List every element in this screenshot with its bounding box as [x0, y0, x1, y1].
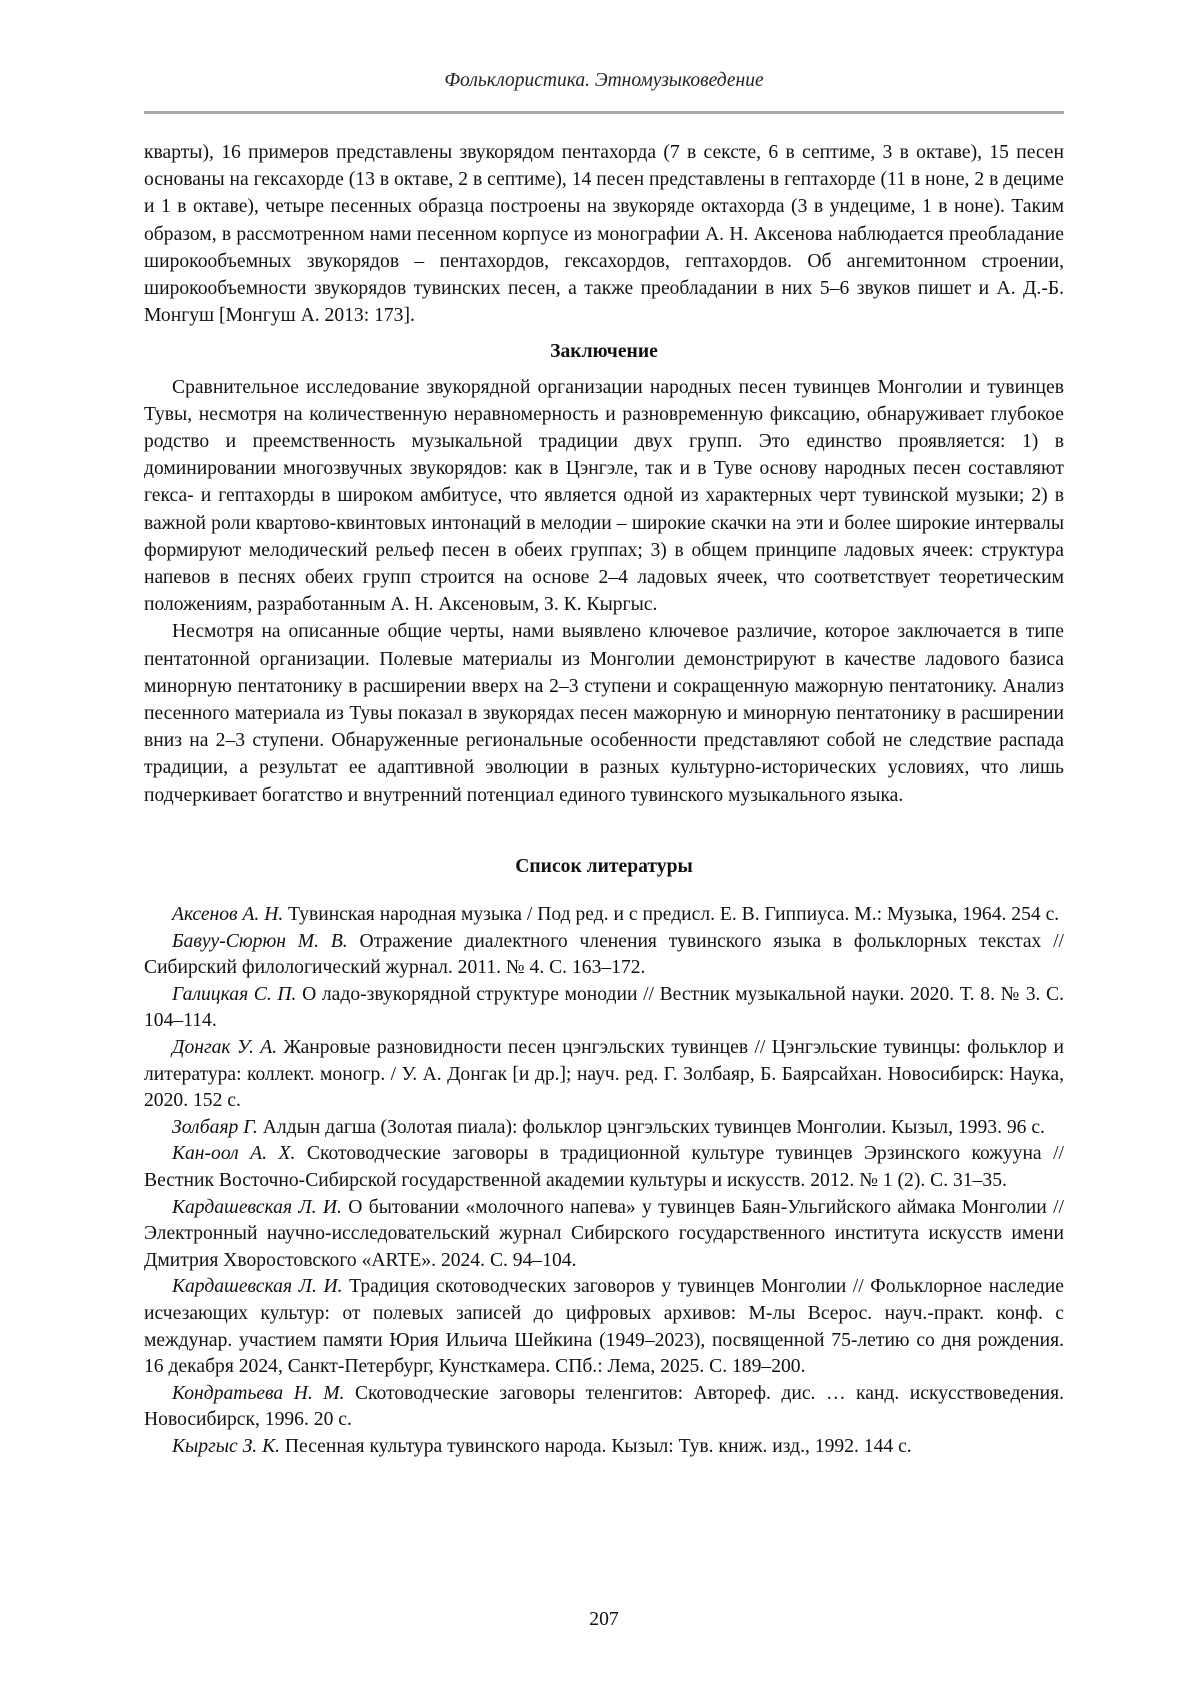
conclusion-heading: Заключение [550, 341, 658, 363]
reference-text: О ладо-звукорядной структуре монодии // Вестник музыкальной науки. 2020. Т. 8. № 3. С. 104–114. [144, 983, 1064, 1032]
reference-author: Донгак У. А. [172, 1037, 278, 1059]
references-heading: Список литературы [515, 855, 693, 877]
article-body [144, 139, 1064, 1461]
reference-text: Скотоводческие заговоры теленгитов: Автореф. дис. … канд. искусствоведения. Новосибирск, 1996. 20 с. [144, 1382, 1064, 1431]
reference-author: Золбаяр Г. [172, 1116, 258, 1138]
header-rule [144, 111, 1064, 114]
reference-text: Скотоводческие заговоры в традиционной культуре тувинцев Эрзинского кожууна // Вестник Восточно-Сибирской государственной академии культуры и искусств. 2012. № 1 (2). С. 31–35. [144, 1143, 1064, 1192]
reference-item [144, 1141, 1064, 1194]
conclusion-paragraph: Сравнительное исследование звукорядной организации народных песен тувинцев Монголии и тувинцев Тувы, несмотря на количественную неравномерность и разновременную фиксацию, обнаруживает глубокое родство и преемственность музыкальной традиции двух групп. Это единство проявляется: 1) в доминировании многозвучных звукорядов: как в Цэнгэле, так и в Туве основу народных песен составляют гекса- и гептахорды в широком амбитусе, что является одной из характерных черт тувинской музыки; 2) в важной роли квартово-квинтовых интонаций в мелодии – широкие скачки на эти и более широкие интервалы формируют мелодический рельеф песен в обеих группах; 3) в общем принципе ладовых ячеек: структура напевов в песнях обеих групп строится на основе 2–4 ладовых ячеек, что соответствует теоретическим положениям, разработанным А. Н. Аксеновым, З. К. Кыргыс. [144, 376, 1064, 616]
reference-text: Жанровые разновидности песен цэнгэльских тувинцев // Цэнгэльские тувинцы: фольклор и литература: коллект. моногр. / У. А. Донгак [и др.]; науч. ред. Г. Золбаяр, Б. Баярсайхан. Новосибирск: Наука, 2020. 152 с. [144, 1037, 1064, 1112]
reference-item [144, 1434, 1064, 1461]
reference-item [144, 1035, 1064, 1115]
running-head: Фольклористика. Этномузыковедение [444, 70, 764, 91]
reference-author: Кыргыс З. К. [172, 1435, 280, 1457]
reference-item [144, 1274, 1064, 1380]
reference-author: Галицкая С. П. [172, 983, 297, 1005]
reference-text: Тувинская народная музыка / Под ред. и с предисл. Е. В. Гиппиуса. М.: Музыка, 1964. 254 с. [283, 904, 1060, 926]
reference-author: Кардашевская Л. И. [172, 1276, 343, 1298]
intro-paragraph: кварты), 16 примеров представлены звукорядом пентахорда (7 в сексте, 6 в септиме, 3 в октаве), 15 песен основаны на гексахорде (13 в октаве, 2 в септиме), 14 песен представлены в гептахорде (11 в ноне, 2 в дециме и 1 в октаве), четыре песенных образца построены на звукоряде октахорда (3 в ундециме, 1 в ноне). Таким образом, в рассмотренном нами песенном корпусе из монографии А. Н. Аксенова наблюдается преобладание широкообъемных звукорядов – пентахордов, гексахордов, гептахордов. Об ангемитонном строении, широкообъемности звукорядов тувинских песен, а также преобладании в них 5–6 звуков пишет и А. Д.-Б. Монгуш [Монгуш А. 2013: 173]. [144, 142, 1064, 327]
reference-text: Песенная культура тувинского народа. Кызыл: Тув. книж. изд., 1992. 144 с. [280, 1435, 912, 1457]
reference-item [144, 1381, 1064, 1434]
reference-author: Кардашевская Л. И. [172, 1196, 342, 1218]
reference-item [144, 902, 1064, 929]
reference-item [144, 1115, 1064, 1142]
reference-text: Традиция скотоводческих заговоров у тувинцев Монголии // Фольклорное наследие исчезающих культур: от полевых записей до цифровых архивов: М-лы Всерос. науч.-практ. конф. с междунар. участием памяти Юрия Ильича Шейкина (1949–2023), посвященной 75-летию со дня рождения. 16 декабря 2024, Санкт-Петербург, Кунсткамера. СПб.: Лема, 2025. С. 189–200. [144, 1276, 1064, 1378]
reference-item [144, 929, 1064, 982]
reference-text: Отражение диалектного членения тувинского языка в фольклорных текстах // Сибирский филологический журнал. 2011. № 4. С. 163–172. [144, 930, 1064, 979]
reference-author: Аксенов А. Н. [172, 904, 284, 926]
reference-text: Алдын дагша (Золотая пиала): фольклор цэнгэльских тувинцев Монголии. Кызыл, 1993. 96 с. [257, 1116, 1045, 1138]
reference-text: О бытовании «молочного напева» у тувинцев Баян-Ульгийского аймака Монголии // Электронный научно-исследовательский журнал Сибирского государственного института искусств имени Дмитрия Хворостовского «ARTE». 2024. С. 94–104. [144, 1196, 1064, 1271]
reference-author: Кан-оол А. Х. [172, 1143, 296, 1165]
reference-item [144, 1195, 1064, 1275]
conclusion-paragraph: Несмотря на описанные общие черты, нами выявлено ключевое различие, которое заключается в типе пентатонной организации. Полевые материалы из Монголии демонстрируют в качестве ладового базиса минорную пентатонику в расширении вверх на 2–3 ступени и сокращенную мажорную пентатонику. Анализ песенного материала из Тувы показал в звукорядах песен мажорную и минорную пентатонику в расширении вниз на 2–3 ступени. Обнаруженные региональные особенности представляют собой не следствие распада традиции, а результат ее адаптивной эволюции в разных культурно-исторических условиях, что лишь подчеркивает богатство и внутренний потенциал единого тувинского музыкального языка. [144, 621, 1064, 806]
reference-author: Бавуу-Сюрюн М. В. [172, 930, 348, 952]
page-number: 207 [589, 1609, 619, 1630]
reference-item [144, 982, 1064, 1035]
reference-author: Кондратьева Н. М. [172, 1382, 345, 1404]
